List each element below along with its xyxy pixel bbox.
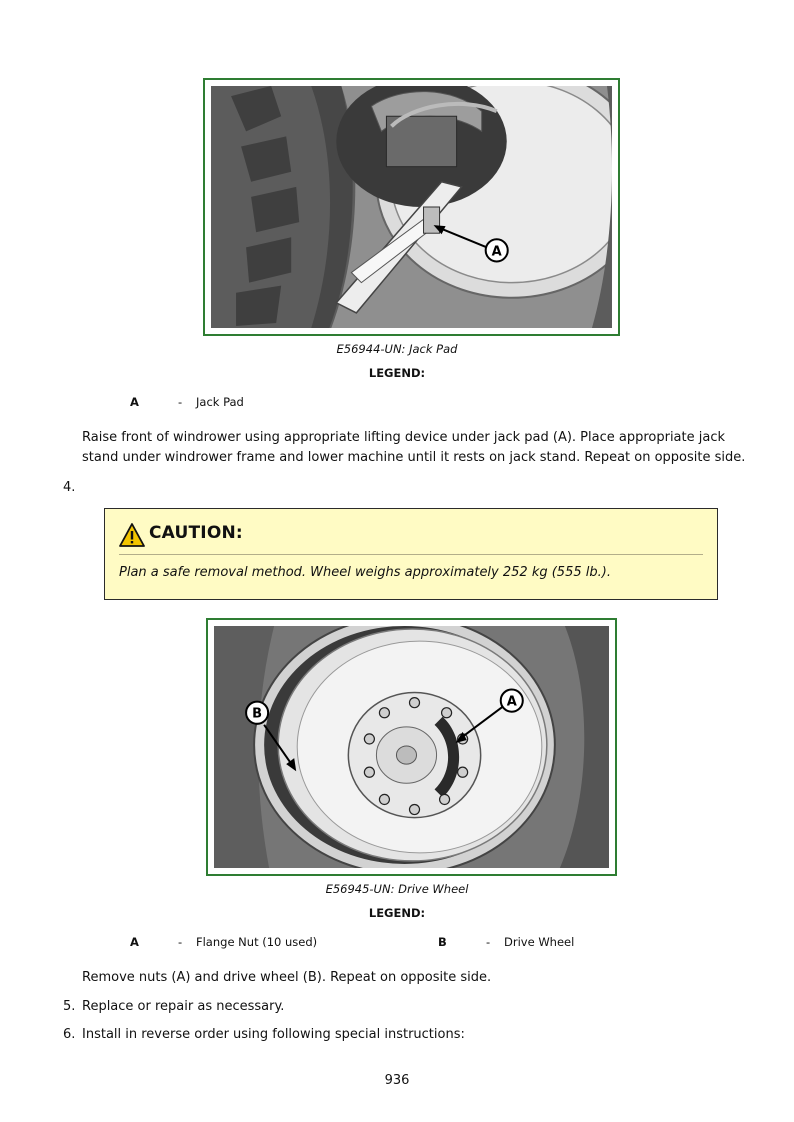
legend-dash: - xyxy=(178,935,183,949)
caution-title: CAUTION: xyxy=(149,523,243,543)
figure2-legend-row xyxy=(0,935,794,951)
figure2-legend-title: LEGEND: xyxy=(368,906,426,920)
callout-b-label: B xyxy=(252,706,263,722)
caution-divider xyxy=(119,554,703,555)
legend-letter: A xyxy=(130,395,139,409)
step-text-5: Replace or repair as necessary. xyxy=(82,999,285,1014)
drive-wheel-drawing xyxy=(214,626,609,868)
figure1-legend-row xyxy=(0,395,794,411)
legend-letter: A xyxy=(130,935,139,949)
legend-text: Flange Nut (10 used) xyxy=(196,935,318,949)
jack-pad-figure xyxy=(203,78,620,336)
paragraph-line: Raise front of windrower using appropriate lifting device under jack pad (A). Place appropriate jack xyxy=(82,430,726,445)
callout-a-label: A xyxy=(506,694,517,710)
legend-dash: - xyxy=(486,935,491,949)
caution-text: Plan a safe removal method. Wheel weighs approximately 252 kg (555 lb.). xyxy=(119,565,611,580)
drive-wheel-figure xyxy=(206,618,617,876)
caution-box xyxy=(104,508,718,600)
step-number-6: 6. xyxy=(63,1027,76,1042)
legend-letter: B xyxy=(438,935,447,949)
paragraph-line: stand under windrower frame and lower machine until it rests on jack stand. Repeat on opposite side. xyxy=(82,450,746,465)
legend-dash: - xyxy=(178,395,183,409)
figure1-legend-title: LEGEND: xyxy=(368,366,426,380)
page-number: 936 xyxy=(384,1073,410,1088)
step-text-6: Install in reverse order using following special instructions: xyxy=(82,1027,465,1042)
warning-triangle-icon xyxy=(119,523,145,547)
instruction-paragraph xyxy=(82,428,745,468)
figure1-caption: E56944-UN: Jack Pad xyxy=(336,342,458,356)
jack-pad-illustration xyxy=(211,86,612,328)
remove-instruction: Remove nuts (A) and drive wheel (B). Repeat on opposite side. xyxy=(82,970,492,985)
jack-pad-drawing xyxy=(211,86,612,328)
legend-text: Jack Pad xyxy=(196,395,244,409)
step-number-4: 4. xyxy=(63,480,76,495)
figure2-caption: E56945-UN: Drive Wheel xyxy=(325,882,469,896)
drive-wheel-illustration xyxy=(214,626,609,868)
step-number-5: 5. xyxy=(63,999,76,1014)
callout-a-label: A xyxy=(491,244,502,260)
legend-text: Drive Wheel xyxy=(504,935,575,949)
